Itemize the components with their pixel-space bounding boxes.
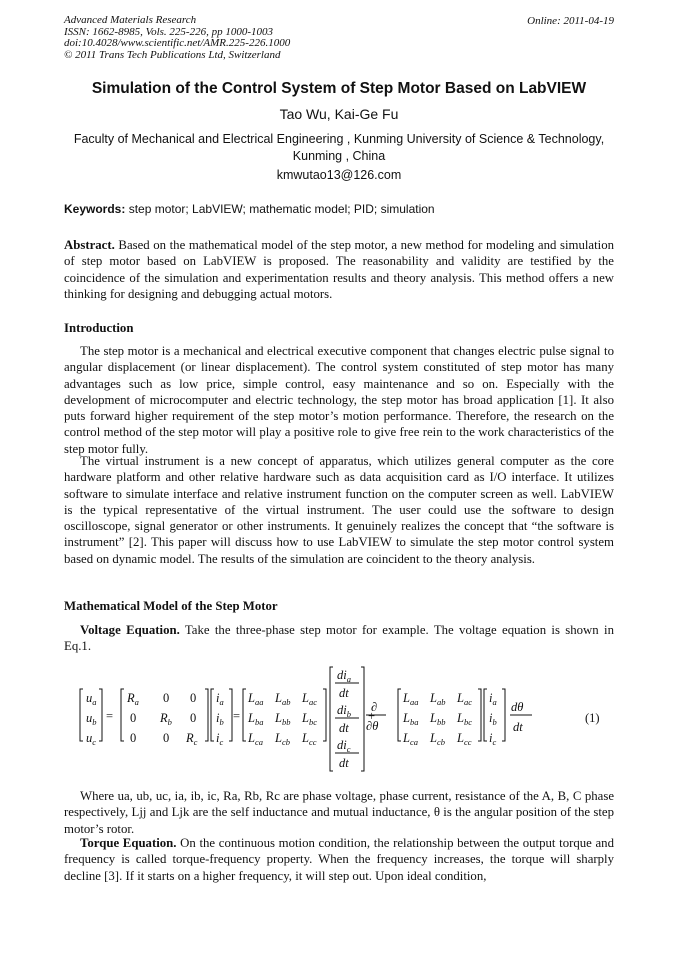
voltage-equation xyxy=(64,662,624,777)
svg-text:Lba: $L_{ba}$ xyxy=(403,711,419,727)
abstract-label: Abstract. xyxy=(64,238,115,252)
affiliation xyxy=(64,131,614,165)
svg-text:Lca: $L_{ca}$ xyxy=(403,731,418,747)
journal-name: Advanced Materials Research xyxy=(64,14,197,26)
abstract-text: Based on the mathematical model of the step motor, a new method for modeling and simulation of step motor based on LabVIEW is proposed. The reasonability and validity are testified by the coincidence of the simulation and experimentation results and theory analysis. This method offers a new thinking for designing and debugging actual motors. xyxy=(64,238,614,301)
svg-text:ua: $u_a$ xyxy=(86,691,97,707)
svg-text:=: = xyxy=(106,709,114,723)
svg-text:0: 0 xyxy=(130,731,137,745)
svg-text:ic: $i_c$ xyxy=(216,731,224,747)
svg-text:0: 0 xyxy=(130,711,137,725)
keywords xyxy=(64,202,624,216)
svg-text:dic: $di_c$ xyxy=(337,738,351,754)
paper-title: Simulation of the Control System of Step Motor Based on LabVIEW xyxy=(91,80,587,97)
svg-text:0: 0 xyxy=(190,691,197,705)
introduction-heading: Introduction xyxy=(64,321,134,335)
svg-text:Lba: $L_{ba}$ xyxy=(248,711,264,727)
svg-text:∂: ∂ xyxy=(371,700,378,714)
svg-text:ib: $i_b$ xyxy=(216,711,224,727)
voltage-equation-graphic xyxy=(64,662,624,777)
affiliation-line-2: Kunming , China xyxy=(292,149,386,163)
svg-text:dt: dt xyxy=(339,756,349,770)
svg-text:Lcb: $L_{cb}$ xyxy=(430,731,445,747)
svg-text:Lbc: $L_{bc}$ xyxy=(457,711,472,727)
svg-text:Lbc: $L_{bc}$ xyxy=(302,711,317,727)
svg-text:Rb: $R_b$ xyxy=(160,711,172,727)
introduction-paragraph-1: The step motor is a mechanical and electrical executive component that changes electric pulse signal to angular displacement (or linear displacement). The control system constituted of step motor has many advantages such as low price, simple control, easy maintenance and so on. Especially with the development of microcomputer and electric technology, the step motor has broad application [1]. It also puts forward higher requirement of the step motor’s motion performance. Therefore, the research on the control method of the step motor will play a positive role to give free rein to the work characteristics of the step motor fully. xyxy=(64,344,614,456)
journal-header xyxy=(64,15,290,61)
author-email: kmwutao13@126.com xyxy=(276,168,402,182)
svg-text:ic: $i_c$ xyxy=(489,731,497,747)
voltage-equation-paragraph xyxy=(64,622,614,655)
svg-text:dt: dt xyxy=(513,720,523,734)
svg-text:ia: $i_a$ xyxy=(216,691,224,707)
svg-text:Laa: $L_{aa}$ xyxy=(248,691,264,707)
svg-text:Lcc: $L_{cc}$ xyxy=(457,731,472,747)
svg-text:Lcb: $L_{cb}$ xyxy=(275,731,290,747)
equation-number: (1) xyxy=(585,711,600,725)
svg-text:Laa: $L_{aa}$ xyxy=(403,691,419,707)
online-date: Online: 2011-04-19 xyxy=(527,15,614,27)
keywords-label: Keywords: xyxy=(64,202,126,216)
issn-line: ISSN: 1662-8985, Vols. 225-226, pp 1000-1003 xyxy=(64,25,273,38)
copyright-line: © 2011 Trans Tech Publications Ltd, Switzerland xyxy=(64,48,281,61)
math-model-heading: Mathematical Model of the Step Motor xyxy=(64,599,278,613)
abstract xyxy=(64,237,614,302)
paper-authors: Tao Wu, Kai-Ge Fu xyxy=(279,106,399,122)
voltage-equation-label: Voltage Equation. xyxy=(80,623,180,637)
doi-line: doi:10.4028/www.scientific.net/AMR.225-226.1000 xyxy=(64,37,291,49)
torque-equation-label: Torque Equation. xyxy=(80,836,177,850)
svg-text:Lcc: $L_{cc}$ xyxy=(302,731,317,747)
keywords-text: step motor; LabVIEW; mathematic model; PID; simulation xyxy=(125,202,435,216)
svg-text:dθ: dθ xyxy=(511,700,524,714)
svg-text:dt: dt xyxy=(339,686,349,700)
torque-equation-text: On the continuous motion condition, the relationship between the output torque and frequency is called torque-frequency property. When the frequency increases, the torque will sharply decline [3]. If it starts on a higher frequency, it will step out. Upon ideal condition, xyxy=(64,836,614,883)
svg-text:Lac: $L_{ac}$ xyxy=(457,691,472,707)
voltage-equation-text: Take the three-phase step motor for example. The voltage equation is shown in Eq.1. xyxy=(64,623,614,654)
svg-text:Lbb: $L_{bb}$ xyxy=(430,711,446,727)
svg-text:Lca: $L_{ca}$ xyxy=(248,731,263,747)
svg-text:Lab: $L_{ab}$ xyxy=(275,691,291,707)
svg-text:dia: $di_a$ xyxy=(337,668,351,684)
svg-text:ib: $i_b$ xyxy=(489,711,497,727)
svg-text:0: 0 xyxy=(190,711,197,725)
svg-text:ia: $i_a$ xyxy=(489,691,497,707)
torque-equation-paragraph xyxy=(64,835,614,884)
svg-text:0: 0 xyxy=(163,731,170,745)
svg-text:Rc: $R_c$ xyxy=(186,731,198,747)
svg-text:dt: dt xyxy=(339,721,349,735)
svg-text:∂θ: ∂θ xyxy=(366,719,379,733)
svg-text:Ra: $R_a$ xyxy=(127,691,139,707)
svg-text:Lbb: $L_{bb}$ xyxy=(275,711,291,727)
svg-text:0: 0 xyxy=(163,691,170,705)
equation-explanation-paragraph: Where ua, ub, uc, ia, ib, ic, Ra, Rb, Rc are phase voltage, phase current, resistance of the A, B, C phase respectively, Ljj and Ljk are the self inductance and mutual inductance, θ is the angular position of the step motor’s rotor. xyxy=(64,789,614,836)
svg-text:ub: $u_b$ xyxy=(86,711,97,727)
svg-text:Lab: $L_{ab}$ xyxy=(430,691,446,707)
affiliation-line-1: Faculty of Mechanical and Electrical Engineering , Kunming University of Science & Technology, xyxy=(73,132,605,146)
svg-text:=: = xyxy=(233,709,241,723)
svg-text:+: + xyxy=(368,709,376,723)
svg-text:uc: $u_c$ xyxy=(86,731,97,747)
svg-text:Lac: $L_{ac}$ xyxy=(302,691,317,707)
svg-text:dib: $di_b$ xyxy=(337,703,351,719)
introduction-paragraph-2: The virtual instrument is a new concept of apparatus, which utilizes general computer as the core hardware platform and other relative hardware such as data acquisition card as I/O interface. It utilizes software to simulate interface and relative instrument function on the computer screen as well. LabVIEW is the typical representative of the virtual instrument. The user could use the software to design oscilloscope, signal generator or other instruments. It genuinely realizes the concept that “the software is instrument” [2]. This paper will discuss how to use LabVIEW to simulate the step motor control system based on dynamic model. The results of the simulation are coincident to the theory analysis. xyxy=(64,454,614,566)
